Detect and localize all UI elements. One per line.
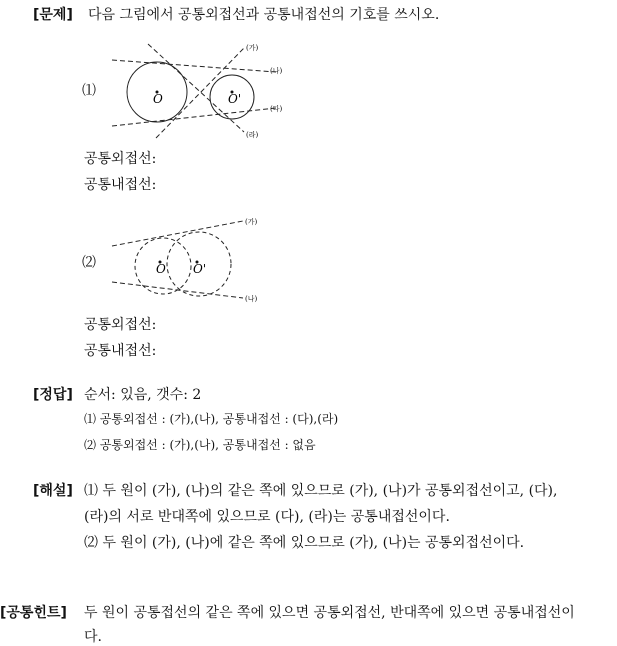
figure2-line-label-na: (나) — [245, 295, 258, 303]
explanation-line2: (라)의 서로 반대쪽에 있으므로 (다), (라)는 공통내접선이다. — [84, 509, 450, 525]
answer-label: [정답] — [33, 387, 73, 403]
figure1-center1-label: O — [153, 92, 163, 106]
figure2-center2-label: O' — [193, 262, 207, 276]
hint-label: [공통힌트] — [0, 605, 67, 621]
explanation-line1: ⑴ 두 원이 (가), (나)의 같은 쪽에 있으므로 (가), (나)가 공통외접선이고, (다), — [84, 483, 558, 499]
answer-line1: 순서: 있음, 갯수: 2 — [84, 387, 202, 403]
hint-line2: 다. — [84, 629, 102, 645]
hint-line1: 두 원이 공통접선의 같은 쪽에 있으면 공통외접선, 반대쪽에 있으면 공통내접선이 — [84, 605, 575, 621]
problem-label: [문제] — [33, 7, 73, 23]
figure1-line-label-na: (나) — [270, 67, 283, 75]
problem-question: 다음 그림에서 공통외접선과 공통내접선의 기호를 쓰시오. — [88, 7, 440, 23]
figure1-line-label-ga: (가) — [246, 44, 259, 52]
figure2-internal-answer: 공통내접선: — [84, 343, 157, 359]
figure1-external-answer: 공통외접선: — [84, 151, 157, 167]
explanation-label: [해설] — [33, 483, 73, 499]
answer-line3: ⑵ 공통외접선 : (가),(나), 공통내접선 : 없음 — [84, 438, 316, 452]
figure1-number: ⑴ — [82, 83, 96, 99]
answer-line2: ⑴ 공통외접선 : (가),(나), 공통내접선 : (다),(라) — [84, 412, 339, 426]
figure1-line-label-da: (다) — [270, 105, 283, 113]
explanation-line3: ⑵ 두 원이 (가), (나)에 같은 쪽에 있으므로 (가), (나)는 공통외접선이다. — [84, 535, 525, 551]
figure1-line-label-ra: (라) — [246, 131, 259, 139]
figure2-center1-label: O — [156, 262, 166, 276]
figure1-internal-answer: 공통내접선: — [84, 177, 157, 193]
figure1-center2-label: O' — [228, 92, 242, 106]
figure2-external-answer: 공통외접선: — [84, 317, 157, 333]
figure2-line-label-ga: (가) — [245, 218, 258, 226]
figure2-number: ⑵ — [82, 255, 96, 271]
figure2-diagram — [0, 0, 617, 320]
